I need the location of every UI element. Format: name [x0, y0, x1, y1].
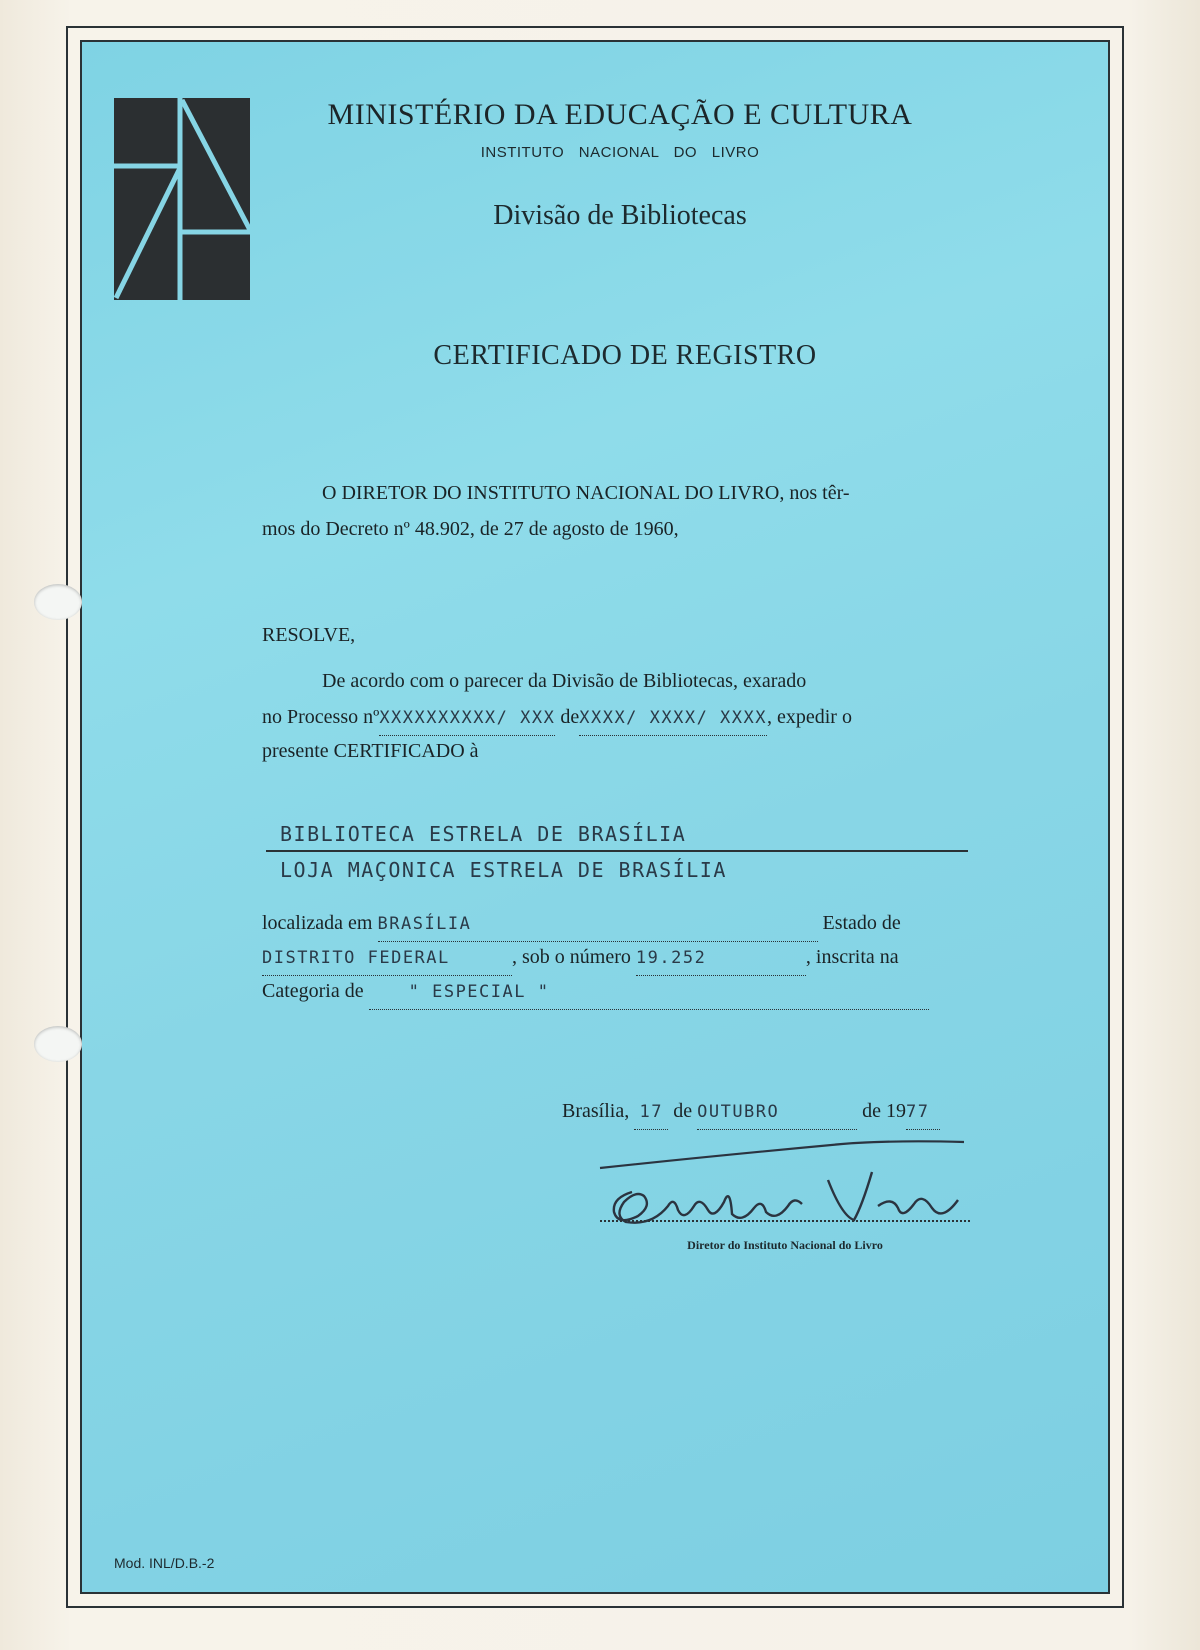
process-label: no Processo nº: [262, 706, 380, 728]
state-value: DISTRITO FEDERAL: [262, 941, 512, 976]
registration-number: 19.252: [636, 941, 806, 976]
director-signature: [592, 1136, 972, 1228]
date-place: Brasília,: [562, 1100, 630, 1122]
process-date: XXXX/ XXXX/ XXXX: [579, 701, 767, 736]
signature-line: [600, 1220, 970, 1222]
category-value: " ESPECIAL ": [369, 975, 929, 1010]
process-line-3: presente CERTIFICADO à: [262, 740, 479, 762]
signature-caption: Diretor do Instituto Nacional do Livro: [687, 1238, 883, 1252]
form-code: Mod. INL/D.B.-2: [114, 1555, 215, 1571]
punch-hole-bottom: [34, 1026, 82, 1062]
institution-name: LOJA MAÇONICA ESTRELA DE BRASÍLIA: [280, 858, 727, 882]
preamble-line-1: O DIRETOR DO INSTITUTO NACIONAL DO LIVRO, nos têr-: [322, 482, 850, 504]
location-line-1: [262, 906, 972, 942]
expedir-label: , expedir o: [767, 706, 852, 728]
certificate-title: CERTIFICADO DE REGISTRO: [433, 340, 817, 371]
institute-subheading: INSTITUTO NACIONAL DO LIVRO: [480, 144, 760, 161]
process-de-label: de: [560, 706, 580, 728]
date-de-label: de: [673, 1100, 693, 1122]
process-number: XXXXXXXXXX/ XXX: [379, 701, 555, 736]
location-line-3: [262, 974, 972, 1010]
date-year-prefix: de 19: [862, 1100, 906, 1122]
punch-hole-top: [34, 584, 82, 620]
date-month: OUTUBRO: [697, 1095, 857, 1130]
inscrita-label: , inscrita na: [805, 946, 899, 968]
ministry-heading: MINISTÉRIO DA EDUCAÇÃO E CULTURA: [327, 98, 913, 131]
sob-numero-label: , sob o número: [512, 946, 631, 968]
date-year: 77: [906, 1095, 940, 1130]
inl-logo-icon: [114, 98, 250, 300]
process-line-2: [262, 700, 982, 736]
recipient-divider: [266, 850, 968, 852]
date-day: 17: [634, 1095, 668, 1130]
division-heading: Divisão de Bibliotecas: [493, 200, 747, 231]
localizada-label: localizada em: [262, 912, 373, 934]
preamble-line-2: mos do Decreto nº 48.902, de 27 de agosto de 1960,: [262, 518, 679, 540]
library-name: BIBLIOTECA ESTRELA DE BRASÍLIA: [280, 822, 687, 846]
date-line: [562, 1094, 940, 1130]
location-line-2: [262, 940, 982, 976]
city-value: BRASÍLIA: [378, 907, 818, 942]
process-line-1: De acordo com o parecer da Divisão de Bibliotecas, exarado: [322, 670, 807, 692]
categoria-label: Categoria de: [262, 980, 364, 1002]
estado-label: Estado de: [822, 912, 901, 934]
resolve-heading: RESOLVE,: [262, 624, 356, 646]
